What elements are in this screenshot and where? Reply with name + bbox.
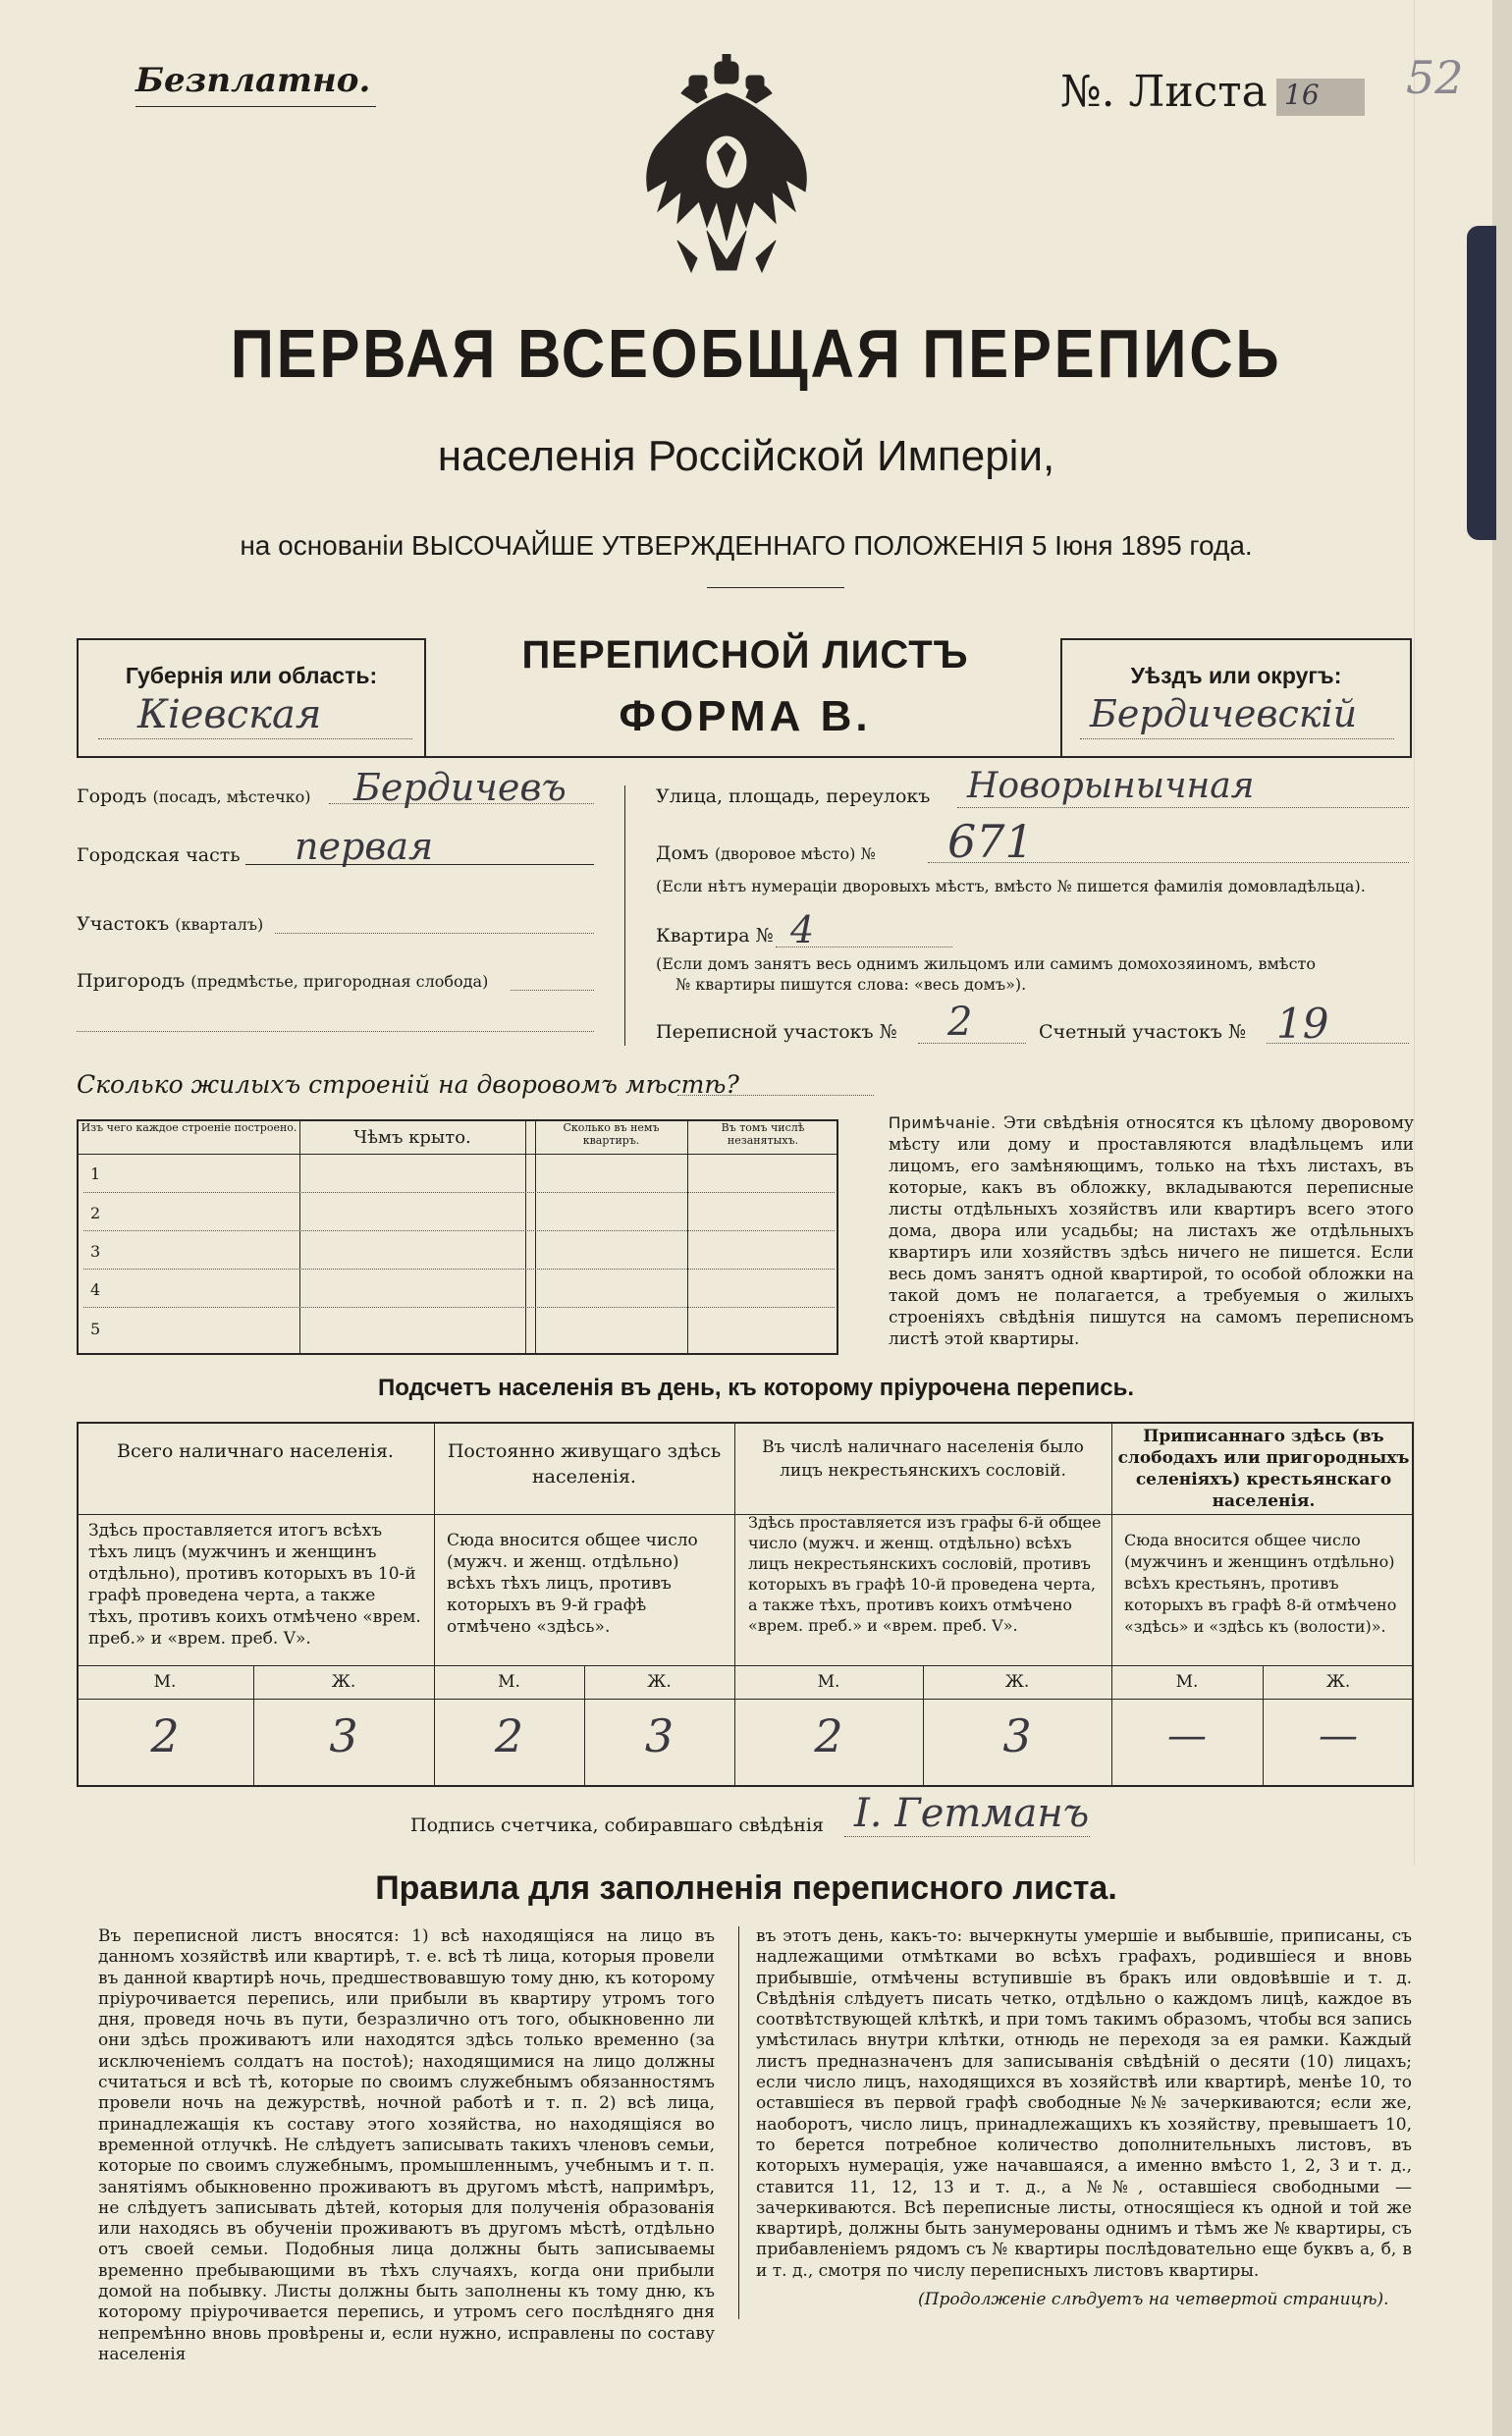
kvartira-value: 4 bbox=[790, 908, 815, 951]
form-title: ПЕРЕПИСНОЙ ЛИСТЪ bbox=[521, 633, 969, 677]
pop-col1-m-label: М. bbox=[153, 1672, 177, 1692]
buildings-row-5: 5 bbox=[90, 1320, 101, 1338]
dom-label: Домъ (дворовое мѣсто) № bbox=[656, 842, 876, 864]
sheet-number-value: 16 bbox=[1276, 79, 1365, 116]
pop-col1-zh-value: 3 bbox=[329, 1709, 358, 1762]
population-title: Подсчетъ населенія въ день, къ которому пріурочена перепись. bbox=[378, 1375, 1134, 1401]
gor-chast-label: Городская часть bbox=[77, 844, 241, 866]
pop-col3-zh-label: Ж. bbox=[1004, 1672, 1030, 1692]
page-subtitle: населенія Россійской Имперіи, bbox=[437, 432, 1055, 480]
pop-col4-m-value: — bbox=[1167, 1713, 1207, 1759]
pop-col4-zh-value: — bbox=[1319, 1713, 1358, 1759]
pop-col3-m-label: М. bbox=[817, 1672, 840, 1692]
pop-col4-desc: Сюда вносится общее число (мужчинъ и женщинъ отдѣльно) всѣхъ крестьянъ, противъ которыхъ въ графѣ 8-й отмѣчено «здѣсь» и «здѣсь къ (волости)». bbox=[1124, 1531, 1397, 1636]
page-title: ПЕРВАЯ ВСЕОБЩАЯ ПЕРЕПИСЬ bbox=[230, 315, 1282, 392]
sheet-number-label: №. Листа bbox=[1060, 67, 1268, 117]
kvartira-note-2: № квартиры пишутся слова: «весь домъ»). bbox=[675, 975, 1027, 994]
double-headed-eagle-emblem bbox=[638, 54, 815, 290]
buildings-col-vacant: Въ томъ числѣ незанятыхъ. bbox=[721, 1121, 805, 1147]
pop-col4-head: Приписаннаго здѣсь (въ слободахъ или пригородныхъ селеніяхъ) крестьянскаго населенія. bbox=[1117, 1427, 1410, 1511]
buildings-col-material: Изъ чего каждое строеніе построено. bbox=[81, 1121, 297, 1134]
uezd-value: Бердичевскій bbox=[1090, 692, 1358, 735]
buildings-row-2: 2 bbox=[90, 1204, 101, 1222]
buildings-note: Примѣчаніе. Эти свѣдѣнія относятся къ цѣлому дворовому мѣсту или дому и проставляются владѣльцемъ или лицомъ, его замѣняющимъ, только на тѣхъ листахъ, въ которые, какъ въ обложку, вкладываются переписные листы отдѣльныхъ хозяйствъ или квартиръ всего этого дома, двора или усадьбы; на листахъ же отдѣльныхъ квартиръ или хозяйствъ здѣсь ничего не пишется. Если весь домъ занятъ одной квартирой, то особой обложки на такой домъ не полагается, а требуемыя о жилыхъ строеніяхъ свѣдѣнія пишутся на самомъ переписномъ листѣ этой квартиры. bbox=[889, 1113, 1415, 1349]
rules-right-column: въ этотъ день, какъ-то: вычеркнуты умершіе и выбывшіе, приписаны, съ надлежащими отмѣтками во всѣхъ графахъ, родившіеся и вновь прибывшіе, отмѣчены вступившіе въ бракъ или овдовѣвшіе и т. д. Свѣдѣнія слѣдуетъ писать четко, отдѣльно о каждомъ лицѣ, каждое въ соотвѣтствующей клѣткѣ, и при томъ такимъ образомъ, чтобы вся запись умѣстилась внутри клѣтки, отнюдь не переходя за ея рамки. Каждый листъ предназначенъ для записыванія свѣдѣній о десяти (10) лицахъ; если число лицъ, находящихся въ хозяйствѣ или квартирѣ, менѣе 10, то оставшіеся въ первой графѣ свободные №№ зачеркиваются; если же, наоборотъ, число лицъ, принадлежащихъ къ хозяйству, превышаетъ 10, то берется потребное количество дополнительныхъ листовъ, въ которыхъ нумерація, уже начавшаяся, а именно вмѣсто 1, 2, 3 и т. д., ставится 11, 12, 13 и т. д., а №№, оставшіеся свободными — зачеркиваются. Всѣ переписные листы, относящіеся къ одной и той же квартирѣ, должны быть занумерованы однимъ и тѣмъ же № квартиры, съ прибавленіемъ рядомъ съ № квартиры послѣдовательно еще буквъ а, б, в и т. д., смотря по числу переписныхъ листовъ квартиры. bbox=[756, 1926, 1412, 2281]
uchastok-label: Участокъ (кварталъ) bbox=[77, 913, 264, 935]
pop-col1-m-value: 2 bbox=[150, 1709, 180, 1762]
pop-col2-m-label: М. bbox=[498, 1672, 520, 1692]
gorod-value: Бердичевъ bbox=[353, 766, 567, 809]
buildings-table bbox=[77, 1119, 838, 1355]
pop-col1-zh-label: Ж. bbox=[331, 1672, 356, 1692]
schetny-uchastok-label: Счетный участокъ № bbox=[1039, 1021, 1246, 1043]
signature-label: Подпись счетчика, собиравшаго свѣдѣнія bbox=[410, 1814, 824, 1836]
gubernia-label: Губернія или область: bbox=[125, 663, 378, 688]
rules-title: Правила для заполненія переписного листа. bbox=[375, 1869, 1117, 1907]
pop-col2-m-value: 2 bbox=[494, 1709, 524, 1762]
buildings-row-4: 4 bbox=[90, 1280, 101, 1299]
kvartira-label: Квартира № bbox=[656, 925, 774, 947]
free-label: Безплатно. bbox=[135, 61, 371, 100]
rules-continued: (Продолженіе слѣдуетъ на четвертой страницѣ). bbox=[918, 2290, 1389, 2309]
archive-number: 52 bbox=[1406, 51, 1464, 104]
buildings-row-3: 3 bbox=[90, 1242, 101, 1261]
pop-col2-desc: Сюда вносится общее число (мужч. и женщ. отдѣльно) всѣхъ тѣхъ лицъ, противъ которыхъ въ 9-й графѣ отмѣчено «здѣсь». bbox=[447, 1531, 698, 1637]
gorod-label: Городъ (посадъ, мѣстечко) bbox=[77, 785, 311, 807]
schetny-uchastok-value: 19 bbox=[1276, 1000, 1329, 1048]
signature-value: I. Гетманъ bbox=[854, 1791, 1090, 1836]
buildings-question: Сколько жилыхъ строеній на дворовомъ мѣстѣ? bbox=[77, 1070, 739, 1099]
pop-col3-head: Въ числѣ наличнаго населенія было лицъ некрестьянскихъ сословій. bbox=[762, 1437, 1084, 1481]
dom-note: (Если нѣтъ нумераціи дворовыхъ мѣстъ, вмѣсто № пишется фамилія домовладѣльца). bbox=[656, 877, 1366, 895]
perepis-uchastok-label: Переписной участокъ № bbox=[656, 1021, 897, 1043]
buildings-col-roof: Чѣмъ крыто. bbox=[353, 1127, 471, 1148]
pop-col2-zh-label: Ж. bbox=[647, 1672, 672, 1692]
perepis-uchastok-value: 2 bbox=[947, 1000, 973, 1045]
rules-left-column: Въ переписной листъ вносятся: 1) всѣ находящіяся на лицо въ данномъ хозяйствѣ или квартирѣ, т. е. всѣ тѣ лица, которыя провели въ данной квартирѣ ночь, предшествовавшую тому дню, къ которому пріурочивается перепись, или прибыли въ квартиру утромъ того дня, проведя ночь въ пути, безразлично отъ того, обыкновенно ли они здѣсь проживаютъ или находятся здѣсь только временно (за исключеніемъ солдатъ на постоѣ); находящимися на лицо должны считаться и всѣ тѣ, которые по своимъ служебнымъ обязанностямъ провели ночь на дежурствѣ, ночной работѣ и т. п. 2) всѣ лица, принадлежащія къ составу этого хозяйства, но находящіяся во временной отлучкѣ. Не слѣдуетъ записывать такихъ членовъ семьи, которые по своимъ служебнымъ, промышленнымъ, учебнымъ и т. п. занятіямъ обыкновенно проживаютъ въ другомъ мѣстѣ, напримѣръ, не слѣдуетъ записывать дѣтей, которыя для полученія образованія или находясь въ обученіи проживаютъ въ другомъ мѣстѣ, отдѣльно отъ своей семьи. Подобныя лица должны быть записываемы временно пребывающими въ тѣхъ случаяхъ, когда они прибыли домой на побывку. Листы должны быть заполнены къ тому дню, къ которому пріурочивается перепись, и утромъ сего послѣдняго дня непремѣнно вновь провѣрены и, если нужно, исправлены по составу населенія bbox=[98, 1926, 715, 2364]
gor-chast-value: первая bbox=[295, 825, 434, 868]
pop-col3-zh-value: 3 bbox=[1002, 1709, 1032, 1762]
pop-col2-head: Постоянно живущаго здѣсь населенія. bbox=[447, 1440, 722, 1488]
prigorod-label: Пригородъ (предмѣстье, пригородная слобода) bbox=[77, 970, 489, 992]
dom-value: 671 bbox=[947, 815, 1034, 868]
pop-col4-m-label: М. bbox=[1175, 1672, 1199, 1692]
pop-col3-m-value: 2 bbox=[814, 1709, 843, 1762]
buildings-col-apartments: Сколько въ немъ квартиръ. bbox=[563, 1121, 660, 1147]
legal-basis: на основаніи ВЫСОЧАЙШЕ УТВЕРЖДЕННАГО ПОЛОЖЕНІЯ 5 Іюня 1895 года. bbox=[240, 530, 1253, 561]
pop-col4-zh-label: Ж. bbox=[1325, 1672, 1351, 1692]
buildings-row-1: 1 bbox=[90, 1164, 101, 1183]
form-letter: ФОРМА В. bbox=[619, 692, 872, 740]
bleed-through-line bbox=[1414, 0, 1416, 1866]
ulitsa-label: Улица, площадь, переулокъ bbox=[656, 785, 931, 807]
ulitsa-value: Новорынычная bbox=[967, 766, 1255, 806]
pop-col1-head: Всего наличнаго населенія. bbox=[117, 1440, 394, 1462]
gubernia-value: Кіевская bbox=[137, 692, 322, 737]
binding-tab bbox=[1467, 226, 1496, 540]
kvartira-note-1: (Если домъ занятъ весь однимъ жильцомъ или самимъ домохозяиномъ, вмѣсто bbox=[656, 954, 1317, 973]
uezd-label: Уѣздъ или округъ: bbox=[1130, 663, 1342, 688]
pop-col3-desc: Здѣсь проставляется изъ графы 6-й общее число (мужч. и женщ. отдѣльно) всѣхъ лицъ некрестьянскихъ сословій, противъ которыхъ въ графѣ 10-й проведена черта, а также тѣхъ, противъ коихъ отмѣчено «врем. преб.» и «врем. преб. V». bbox=[748, 1513, 1102, 1635]
pop-col2-zh-value: 3 bbox=[644, 1709, 675, 1762]
pop-col1-desc: Здѣсь проставляется итогъ всѣхъ тѣхъ лицъ (мужчинъ и женщинъ отдѣльно), противъ которыхъ въ 10-й графѣ проведена черта, а также тѣхъ, противъ коихъ отмѣчено «врем. преб.» и «врем. преб. V». bbox=[88, 1521, 421, 1649]
